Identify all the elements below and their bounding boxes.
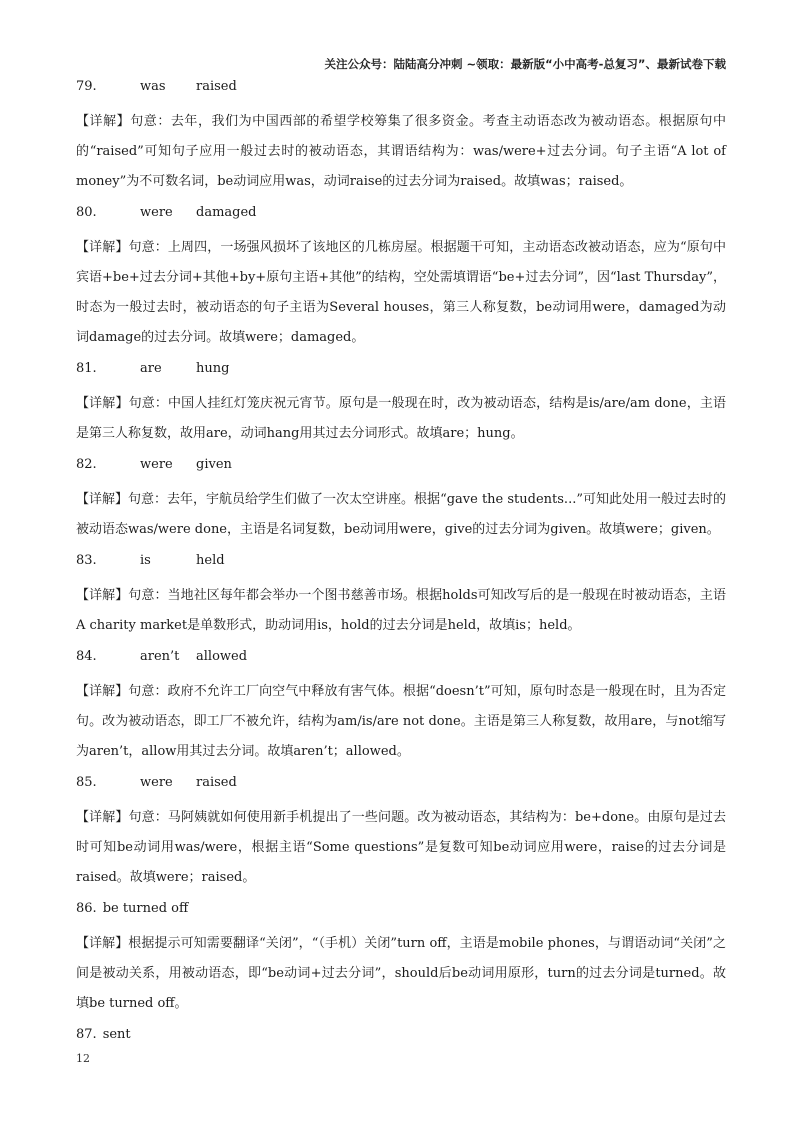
question-number: 84. (76, 649, 97, 664)
question-number: 87. (76, 1027, 97, 1042)
answer-word: raised (196, 79, 237, 94)
question-number: 79. (76, 79, 97, 94)
question-number: 83. (76, 553, 97, 568)
answer-word: aren’t (140, 649, 180, 664)
answer-content (76, 76, 726, 1055)
answer-word: sent (102, 1027, 131, 1042)
answer-word: raised (196, 775, 237, 790)
answer-word: is (140, 553, 151, 568)
answer-line-84 (76, 646, 726, 668)
page-header: 关注公众号：陆陆高分冲刺 ~领取：最新版“小中高考-总复习”、最新试卷下载 (324, 57, 726, 71)
question-number: 86. (76, 901, 97, 916)
explanation-79: 【详解】句意：去年，我们为中国西部的希望学校筹集了很多资金。考查主动语态改为被动语态。根据原句中的“raised”可知句子应用一般过去时的被动语态，其谓语结构为：was/were+过去分词。句子主语“A lot of money”为不可数名词，be动词应用was，动词raise的过去分词为raised。故填was；raised。 (76, 114, 726, 189)
answer-word: was (140, 79, 166, 94)
answer-line-81 (76, 358, 726, 380)
answer-line-85 (76, 772, 726, 794)
explanation-85: 【详解】句意：马阿姨就如何使用新手机提出了一些问题。改为被动语态，其结构为：be+done。由原句是过去时可知be动词用was/were，根据主语“Some questions”是复数可知be动词应用were，raise的过去分词是raised。故填were；raised。 (76, 810, 726, 885)
answer-line-79 (76, 76, 726, 98)
answer-word: damaged (196, 205, 257, 220)
explanation-83: 【详解】句意：当地社区每年都会举办一个图书慈善市场。根据holds可知改写后的是一般现在时被动语态，主语A charity market是单数形式，助动词用is，hold的过去分词是held，故填is；held。 (76, 588, 726, 633)
question-number: 80. (76, 205, 97, 220)
explanation-80: 【详解】句意：上周四，一场强风损坏了该地区的几栋房屋。根据题干可知，主动语态改被动语态，应为“原句中宾语+be+过去分词+其他+by+原句主语+其他”的结构，空处需填谓语“be+过去分词”，因“last Thursday”，时态为一般过去时，被动语态的句子主语为Several houses，第三人称复数，be动词用were，damaged为动词damage的过去分词。故填were；damaged。 (76, 240, 726, 345)
question-number: 85. (76, 775, 97, 790)
page-number: 12 (76, 1052, 90, 1065)
answer-line-87 (76, 1024, 726, 1046)
answer-word: given (196, 457, 232, 472)
explanation-82: 【详解】句意：去年，宇航员给学生们做了一次太空讲座。根据“gave the students...”可知此处用一般过去时的被动语态was/were done，主语是名词复数，be动词用were，give的过去分词为given。故填were；given。 (76, 492, 726, 537)
answer-line-86 (76, 898, 726, 920)
answer-word: allowed (196, 649, 248, 664)
question-number: 82. (76, 457, 97, 472)
explanation-84: 【详解】句意：政府不允许工厂向空气中释放有害气体。根据“doesn’t”可知，原句时态是一般现在时，且为否定句。改为被动语态，即工厂不被允许，结构为am/is/are not done。主语是第三人称复数，故用are，与not缩写为aren’t，allow用其过去分词。故填aren’t；allowed。 (76, 684, 726, 759)
answer-word: were (140, 205, 173, 220)
answer-line-80 (76, 202, 726, 224)
answer-word: be turned off (102, 901, 189, 916)
answer-line-83 (76, 550, 726, 572)
answer-word: were (140, 457, 173, 472)
answer-word: held (196, 553, 225, 568)
answer-word: are (140, 361, 162, 376)
answer-word: were (140, 775, 173, 790)
explanation-86: 【详解】根据提示可知需要翻译“关闭”，“（手机）关闭”turn off，主语是mobile phones，与谓语动词“关闭”之间是被动关系，用被动语态，即“be动词+过去分词”，should后be动词用原形，turn的过去分词是turned。故填be turned off。 (76, 936, 726, 1011)
answer-word: hung (196, 361, 230, 376)
answer-line-82 (76, 454, 726, 476)
question-number: 81. (76, 361, 97, 376)
explanation-81: 【详解】句意：中国人挂红灯笼庆祝元宵节。原句是一般现在时，改为被动语态，结构是is/are/am done，主语是第三人称复数，故用are，动词hang用其过去分词形式。故填are；hung。 (76, 396, 726, 441)
